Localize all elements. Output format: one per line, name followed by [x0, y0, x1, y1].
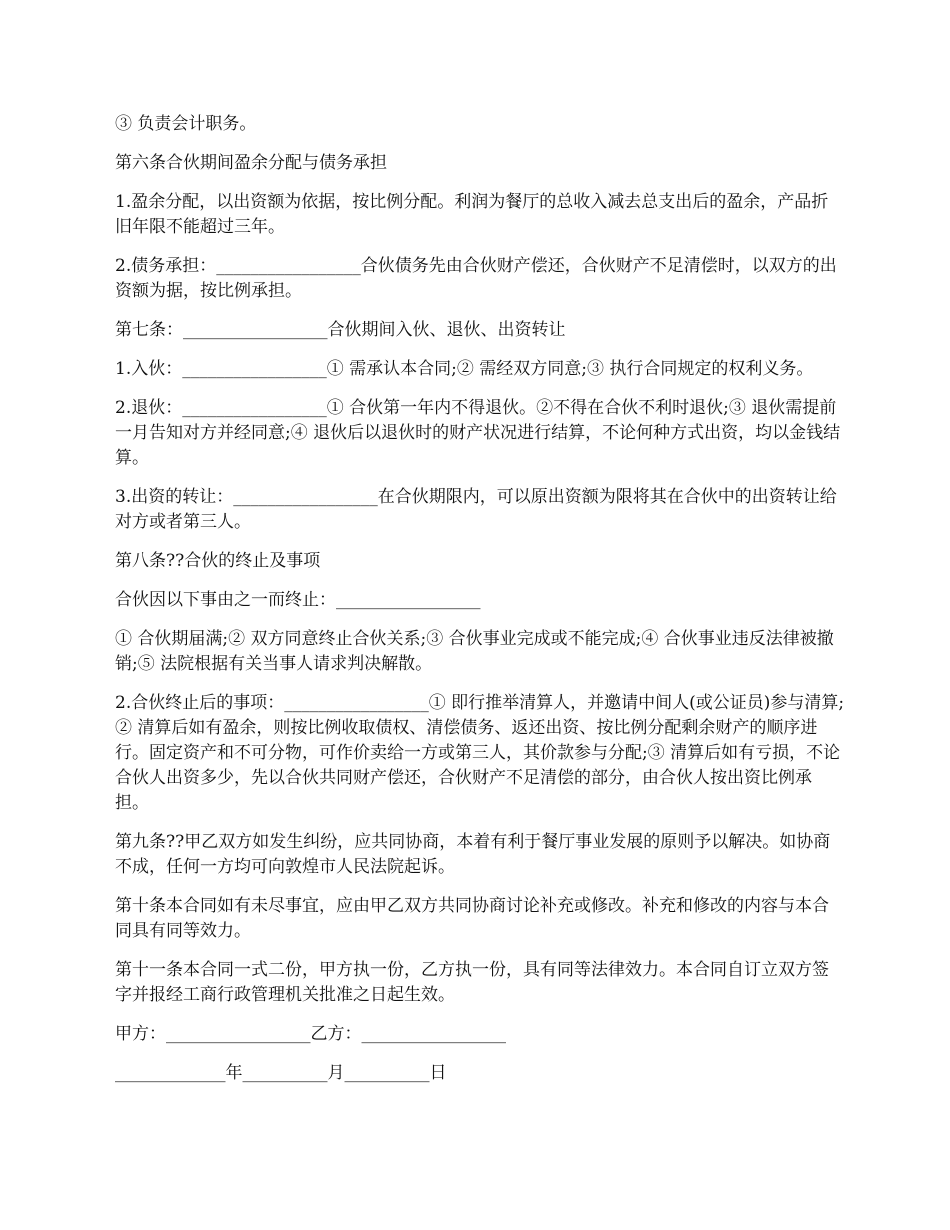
date-line: _____________年__________月__________日: [115, 1063, 447, 1083]
paragraph-article-10: 第十条本合同如有未尽事宜，应由甲乙双方共同协商讨论补充或修改。补充和修改的内容与本合同具有同等效力。: [115, 896, 829, 941]
paragraph-termination-list: ① 合伙期届满;② 双方同意终止合伙关系;③ 合伙事业完成或不能完成;④ 合伙事业违反法律被撤销;⑤ 法院根据有关当事人请求判决解散。: [115, 629, 834, 674]
paragraph-admission: 1.入伙：_________________① 需承认本合同;② 需经双方同意;③ 执行合同规定的权利义务。: [115, 359, 814, 379]
paragraph-post-termination: 2.合伙终止后的事项：_________________① 即行推举清算人，并邀请中间人(或公证员)参与清算;② 清算后如有盈余，则按比例收取债权、清偿债务、返还出资、按比例分配剩余财产的顺序进行。固定资产和不可分物，可作价卖给一方或第三人，其价款参与分配;③ 清算后如有亏损，不论合伙人出资多少，先以合伙共同财产偿还，合伙财产不足清偿的部分，由合伙人按出资比例承担。: [115, 693, 845, 813]
paragraph-profit-distribution: 1.盈余分配，以出资额为依据，按比例分配。利润为餐厅的总收入减去总支出后的盈余，产品折旧年限不能超过三年。: [115, 192, 829, 237]
paragraph-article-11: 第十一条本合同一式二份，甲方执一份，乙方执一份，具有同等法律效力。本合同自订立双方签字并报经工商行政管理机关批准之日起生效。: [115, 960, 829, 1005]
signature-line: 甲方：_________________乙方：_________________: [115, 1024, 506, 1044]
document-body: [115, 112, 845, 1100]
paragraph-article-9: 第九条??甲乙双方如发生纠纷，应共同协商，本着有利于餐厅事业发展的原则予以解决。如协商不成，任何一方均可向敦煌市人民法院起诉。: [115, 832, 831, 877]
heading-article-6: 第六条合伙期间盈余分配与债务承担: [115, 153, 387, 173]
paragraph-debt-bearing: 2.债务承担：_________________合伙债务先由合伙财产偿还，合伙财产不足清偿时，以双方的出资额为据，按比例承担。: [115, 256, 837, 301]
paragraph-accounting-duty: ③ 负责会计职务。: [115, 114, 257, 134]
heading-article-8: 第八条??合伙的终止及事项: [115, 551, 321, 571]
paragraph-capital-transfer: 3.出资的转让：_________________在合伙期限内，可以原出资额为限将其在合伙中的出资转让给对方或者第三人。: [115, 487, 837, 532]
paragraph-withdrawal: 2.退伙：_________________① 合伙第一年内不得退伙。②不得在合伙不利时退伙;③ 退伙需提前一月告知对方并经同意;④ 退伙后以退伙时的财产状况进行结算，不论何种方式出资，均以金钱结算。: [115, 398, 841, 468]
heading-article-7: 第七条：_________________合伙期间入伙、退伙、出资转让: [115, 320, 566, 340]
paragraph-termination-causes: 合伙因以下事由之一而终止：_________________: [115, 590, 481, 610]
